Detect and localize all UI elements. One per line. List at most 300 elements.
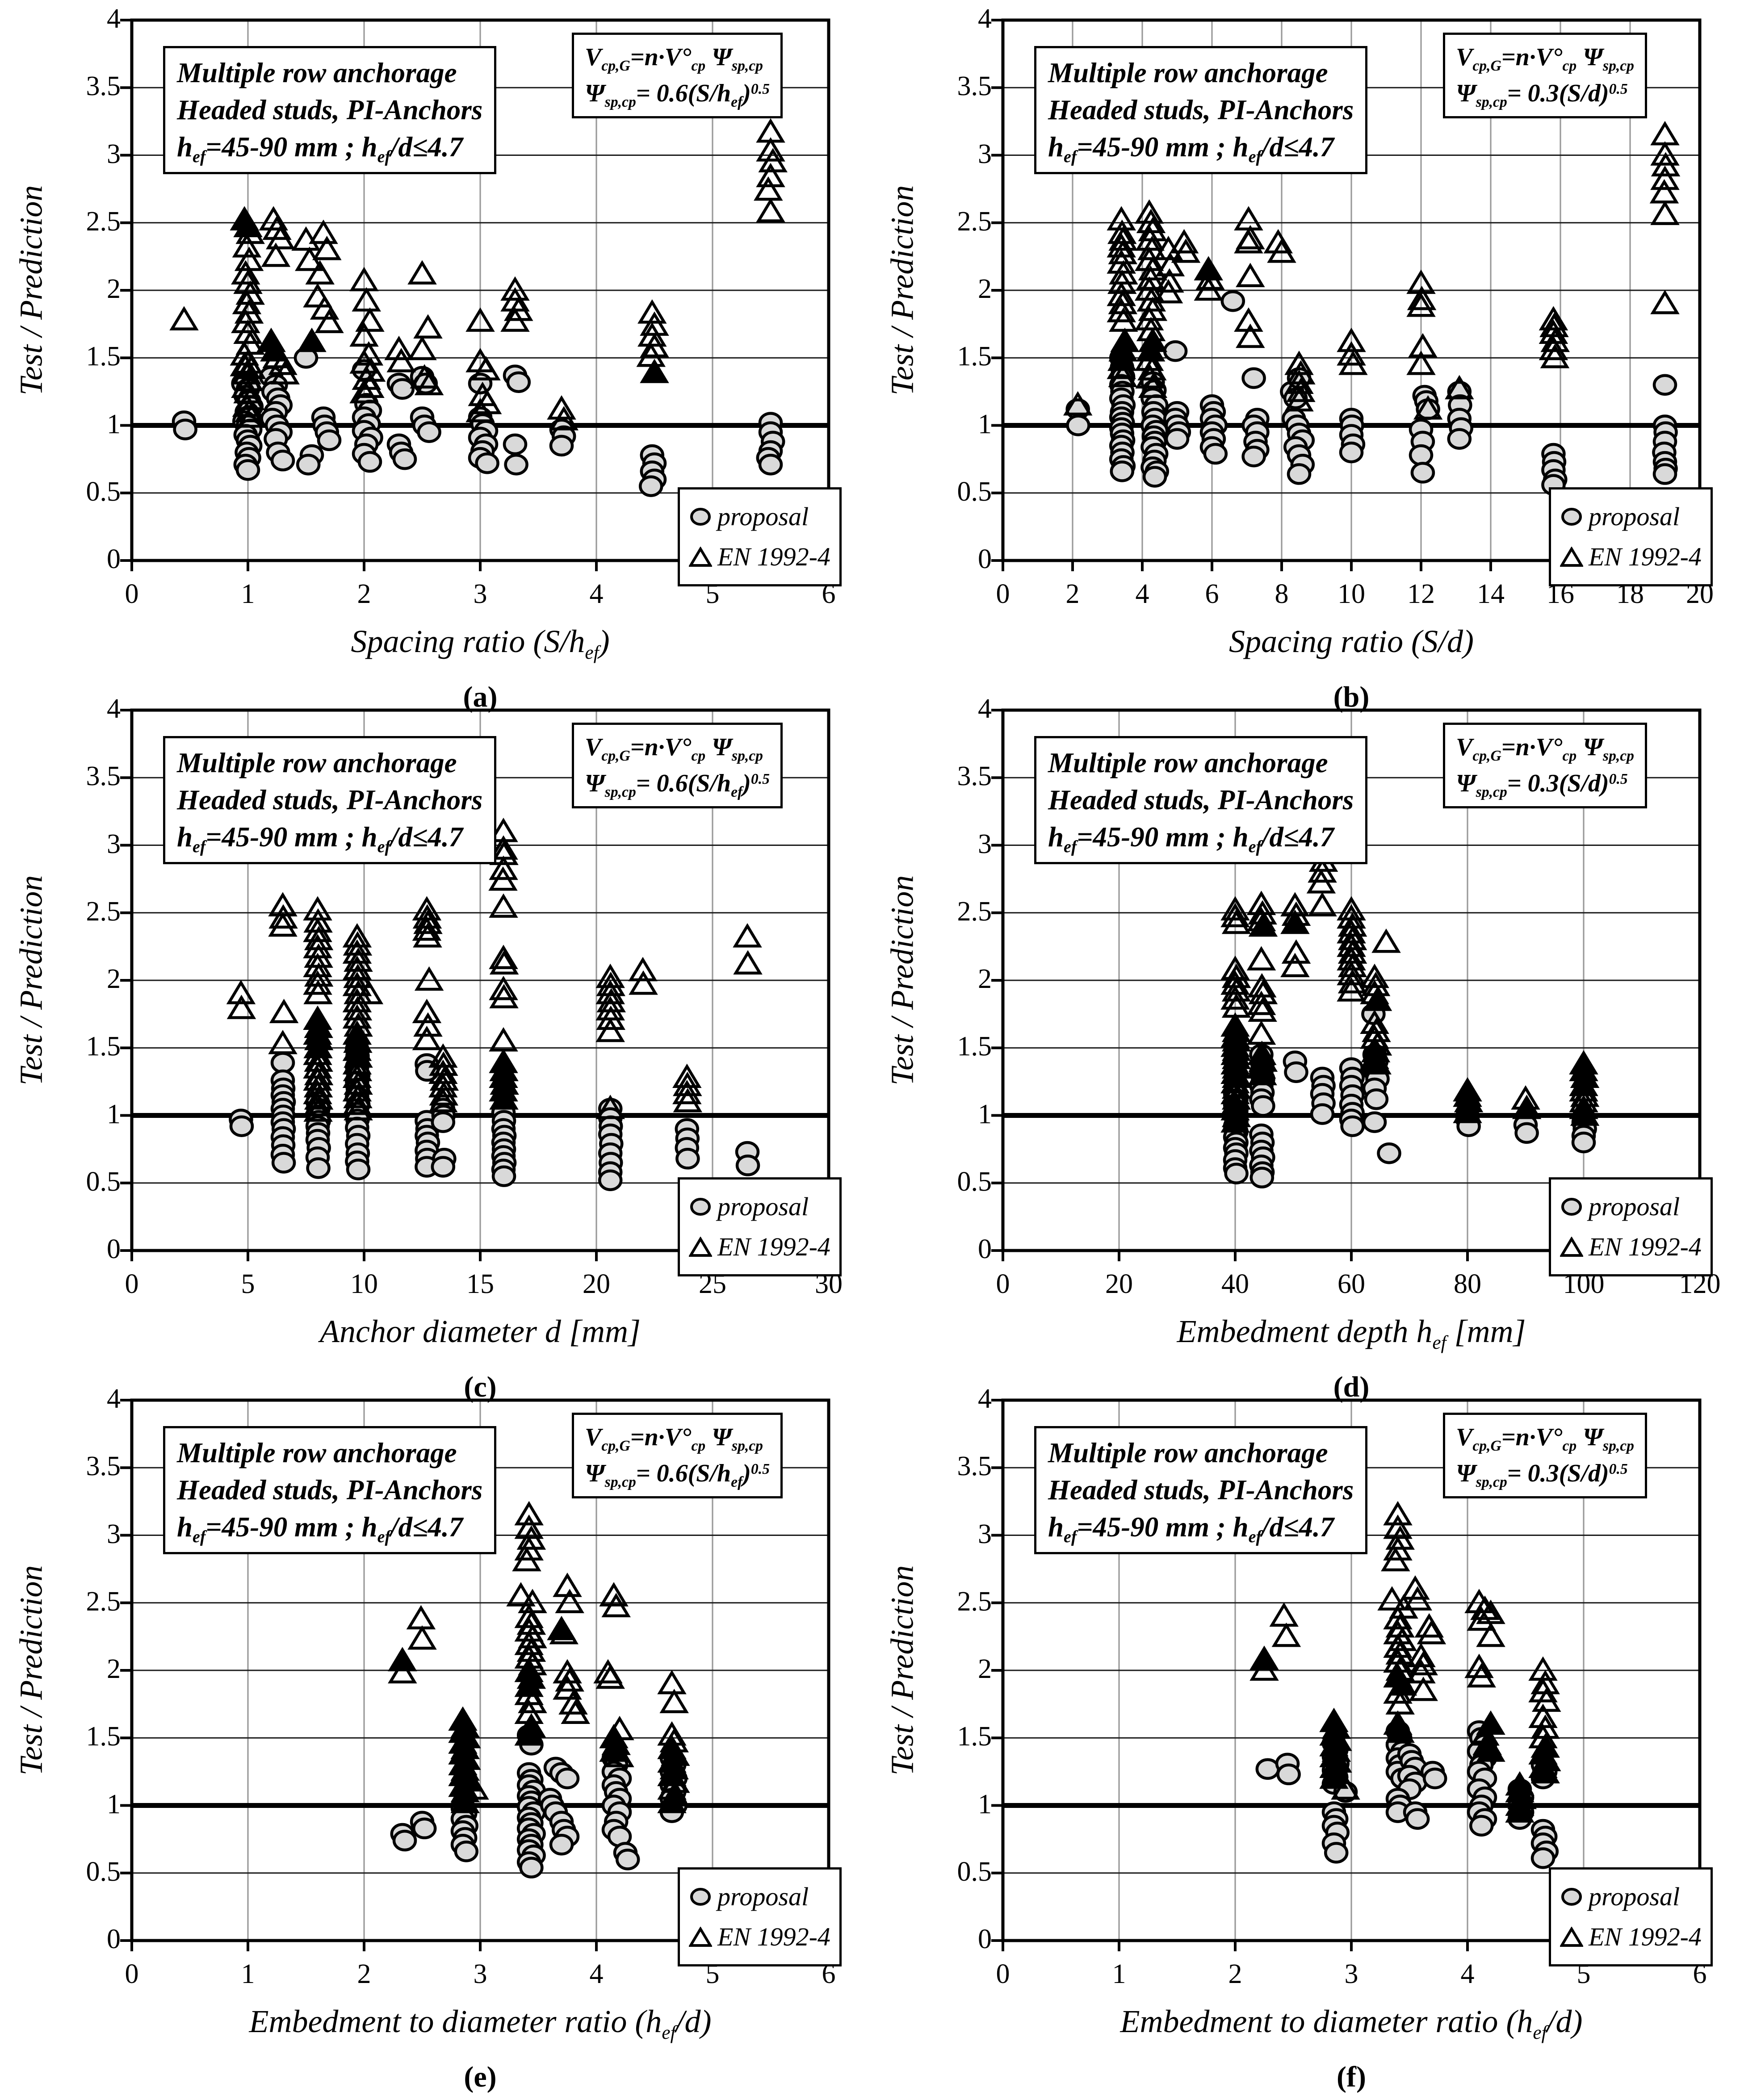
annotation-line: Multiple row anchorage: [1048, 747, 1328, 778]
x-tick-label: 6: [1693, 1959, 1707, 1989]
data-point-proposal: [308, 1159, 329, 1177]
x-tick-label: 1: [1112, 1959, 1126, 1989]
x-tick-label: 0: [125, 1269, 139, 1299]
data-point-en1992-4: [1411, 336, 1435, 356]
data-point-proposal: [1288, 464, 1310, 483]
y-tick-label: 0: [107, 1234, 121, 1264]
panel-caption: (f): [1337, 2061, 1366, 2093]
legend-label: proposal: [1589, 1882, 1680, 1911]
legend-item-en1992-4: [1560, 537, 1702, 577]
proposal-marker-icon: [1560, 506, 1583, 527]
annotation-line: Headed studs, PI-Anchors: [177, 784, 483, 816]
y-tick-label: 0.5: [957, 476, 992, 507]
data-point-proposal: [348, 1160, 369, 1179]
formula-line-2: $\Psi_{sp,cp}= 0.3(S/d)^{0.5}$: [1456, 1460, 1628, 1490]
data-point-proposal: [1410, 446, 1432, 464]
data-point-en1992-4: [229, 998, 253, 1018]
data-point-proposal: [1312, 1104, 1333, 1123]
data-point-proposal: [1222, 292, 1244, 310]
x-tick-label: 5: [241, 1269, 255, 1299]
data-point-en1992-4: [736, 953, 760, 973]
legend-label: EN 1992-4: [1589, 1232, 1702, 1261]
formula-line-1: $V_{cp,G}=n\cdot V^\circ_{cp}$ $\Psi_{sp,cp}$: [585, 43, 763, 74]
x-tick-label: 25: [699, 1269, 726, 1299]
data-point-en1992-4: [1380, 1589, 1404, 1609]
annotation-line: $h_{ef}=45-90$ mm ; $h_{ef}/d\le 4.7$: [177, 131, 463, 167]
data-point-proposal: [1325, 1843, 1347, 1862]
data-point-proposal: [1532, 1849, 1554, 1867]
x-tick-label: 40: [1221, 1269, 1249, 1299]
data-point-proposal: [175, 420, 196, 439]
x-tick-label: 4: [589, 1959, 604, 1989]
x-tick-label: 6: [1205, 579, 1219, 609]
y-tick-label: 3: [978, 138, 992, 169]
legend-box: [678, 487, 842, 586]
data-point-proposal: [1407, 1810, 1428, 1828]
data-point-proposal: [1342, 1117, 1363, 1136]
y-axis-title: Test / Prediction: [884, 1565, 920, 1776]
annotation-box: [1034, 46, 1367, 174]
x-tick-label: 6: [822, 579, 836, 609]
x-tick-label: 6: [822, 1959, 836, 1989]
x-axis-title: Spacing ratio $(S/h_{ef})$: [351, 623, 610, 664]
data-point-proposal: [414, 1819, 435, 1838]
legend-box: [678, 1867, 842, 1966]
data-point-en1992-4: [417, 969, 441, 989]
x-tick-label: 2: [357, 1959, 371, 1989]
y-tick-label: 3.5: [957, 761, 992, 792]
data-point-en1992-4: [1653, 293, 1677, 313]
x-tick-label: 18: [1616, 579, 1644, 609]
data-point-proposal: [737, 1156, 759, 1175]
data-point-proposal: [1205, 444, 1226, 463]
annotation-box: [1034, 1426, 1367, 1554]
data-point-en1992-4: [354, 290, 378, 310]
data-point-proposal: [272, 1054, 293, 1072]
y-axis-title: Test / Prediction: [13, 185, 49, 396]
data-point-proposal: [1379, 1144, 1400, 1163]
x-tick-label: 60: [1337, 1269, 1365, 1299]
y-tick-label: 3.5: [86, 1451, 121, 1482]
y-tick-label: 4: [978, 694, 992, 724]
data-point-en1992-4: [409, 1608, 433, 1628]
annotation-line: Multiple row anchorage: [177, 747, 457, 778]
data-point-en1992-4: [662, 1692, 686, 1712]
legend-box: [678, 1177, 842, 1276]
y-tick-label: 1.5: [86, 341, 121, 372]
annotation-box: [163, 46, 496, 174]
annotation-line: $h_{ef}=45-90$ mm ; $h_{ef}/d\le 4.7$: [1048, 131, 1334, 167]
data-point-proposal: [298, 455, 319, 474]
formula-line-2: $\Psi_{sp,cp}= 0.6(S/h_{ef})^{0.5}$: [585, 1460, 770, 1490]
data-point-proposal: [273, 1153, 294, 1172]
formula-line-1: $V_{cp,G}=n\cdot V^\circ_{cp}$ $\Psi_{sp,cp}$: [585, 733, 763, 764]
data-point-en1992-4: [271, 895, 295, 915]
data-point-proposal: [1111, 462, 1133, 481]
legend-box: [1549, 1177, 1713, 1276]
data-point-en1992-4: [517, 1504, 541, 1524]
data-point-proposal: [237, 460, 259, 479]
data-point-en1992-4: [410, 1628, 434, 1648]
x-axis-title: Embedment to diameter ratio $(h_{ef}/d)$: [1120, 2004, 1583, 2044]
data-point-proposal: [551, 1835, 572, 1854]
x-tick-label: 4: [1135, 579, 1149, 609]
legend-box: [1549, 487, 1713, 586]
x-tick-label: 30: [815, 1269, 843, 1299]
y-tick-label: 4: [978, 1384, 992, 1414]
x-tick-label: 5: [705, 579, 720, 609]
y-tick-label: 0: [978, 1234, 992, 1264]
data-point-en1992-4: [1653, 204, 1677, 224]
annotation-box: [163, 1426, 496, 1554]
data-point-proposal: [1257, 1760, 1279, 1778]
data-point-proposal: [508, 373, 529, 392]
data-point-proposal: [1243, 447, 1265, 466]
data-point-proposal: [1516, 1124, 1538, 1142]
y-tick-label: 2.5: [86, 206, 121, 237]
x-tick-label: 4: [589, 579, 604, 609]
data-point-en1992-4: [1238, 266, 1262, 286]
panel-caption: (b): [1333, 681, 1370, 713]
data-point-en1992-4: [272, 1002, 296, 1022]
data-point-proposal: [1573, 1133, 1594, 1152]
data-point-en1992-4: [317, 312, 341, 332]
data-point-proposal: [432, 1113, 454, 1132]
y-tick-label: 1: [107, 1099, 121, 1129]
panel-caption: (a): [463, 681, 498, 713]
y-tick-label: 2.5: [957, 206, 992, 237]
data-point-proposal: [1226, 1164, 1247, 1183]
y-tick-label: 2: [978, 964, 992, 994]
x-tick-label: 14: [1477, 579, 1505, 609]
legend-label: EN 1992-4: [717, 1922, 830, 1951]
annotation-line: $h_{ef}=45-90$ mm ; $h_{ef}/d\le 4.7$: [177, 821, 463, 857]
data-point-proposal: [272, 451, 293, 470]
y-tick-label: 4: [107, 1384, 121, 1414]
annotation-line: Multiple row anchorage: [177, 1437, 457, 1468]
legend-label: proposal: [717, 1882, 809, 1911]
y-tick-label: 0: [107, 544, 121, 574]
annotation-box: [1034, 736, 1367, 864]
x-tick-label: 20: [1686, 579, 1714, 609]
y-tick-label: 1.5: [86, 1721, 121, 1752]
legend-item-en1992-4: [689, 537, 830, 577]
formula-line-2: $\Psi_{sp,cp}= 0.3(S/d)^{0.5}$: [1456, 79, 1628, 110]
data-point-proposal: [640, 477, 662, 496]
x-tick-label: 4: [1460, 1959, 1475, 1989]
data-point-proposal: [1067, 416, 1089, 435]
legend-item-en1992-4: [1560, 1917, 1702, 1957]
y-tick-label: 0.5: [86, 1856, 121, 1887]
data-point-proposal: [1654, 464, 1676, 483]
data-point-en1992-4: [491, 1030, 516, 1050]
en1992-4-marker-icon: [689, 1927, 712, 1947]
y-tick-label: 0.5: [86, 1166, 121, 1197]
annotation-box: [163, 736, 496, 864]
data-point-en1992-4: [172, 309, 196, 329]
x-tick-label: 8: [1275, 579, 1289, 609]
x-tick-label: 1: [241, 1959, 255, 1989]
x-tick-label: 0: [125, 1959, 139, 1989]
data-point-en1992-4: [1274, 1625, 1298, 1645]
y-tick-label: 4: [107, 694, 121, 724]
legend-item-en1992-4: [689, 1917, 830, 1957]
data-point-proposal: [1366, 1090, 1387, 1109]
y-tick-label: 1: [978, 1099, 992, 1129]
proposal-marker-icon: [1560, 1196, 1583, 1217]
x-tick-label: 5: [1576, 1959, 1591, 1989]
panel-caption: (e): [464, 2061, 497, 2093]
data-point-proposal: [432, 1157, 454, 1176]
y-tick-label: 3: [107, 138, 121, 169]
x-tick-label: 20: [583, 1269, 610, 1299]
data-point-proposal: [359, 452, 381, 471]
annotation-line: Multiple row anchorage: [1048, 1437, 1328, 1468]
data-point-proposal: [1412, 463, 1434, 482]
proposal-marker-icon: [689, 506, 712, 527]
x-tick-label: 2: [357, 579, 371, 609]
data-point-proposal: [1251, 1168, 1273, 1187]
x-tick-label: 0: [996, 1959, 1010, 1989]
data-point-proposal: [477, 454, 498, 473]
y-tick-label: 0.5: [86, 476, 121, 507]
y-tick-label: 2.5: [86, 1586, 121, 1617]
x-tick-label: 3: [473, 579, 487, 609]
data-point-en1992-4: [410, 339, 434, 359]
x-axis-title: Anchor diameter d [mm]: [320, 1314, 641, 1349]
data-point-en1992-4: [660, 1673, 684, 1693]
y-tick-label: 3.5: [957, 71, 992, 102]
y-axis-title: Test / Prediction: [13, 1565, 49, 1776]
y-tick-label: 3: [107, 1519, 121, 1549]
data-point-en1992-4: [1272, 1605, 1296, 1625]
formula-line-1: $V_{cp,G}=n\cdot V^\circ_{cp}$ $\Psi_{sp,cp}$: [1456, 1423, 1634, 1454]
data-point-proposal: [1654, 376, 1676, 394]
data-point-proposal: [1424, 1769, 1446, 1788]
x-tick-label: 2: [1065, 579, 1080, 609]
formula-box: [1443, 723, 1647, 808]
formula-box: [1443, 1413, 1647, 1498]
data-point-proposal: [506, 455, 527, 474]
data-point-proposal: [1252, 1096, 1274, 1115]
legend-item-proposal: [1560, 1187, 1702, 1227]
x-tick-label: 100: [1563, 1269, 1605, 1299]
y-axis-title: Test / Prediction: [884, 185, 920, 396]
annotation-line: $h_{ef}=45-90$ mm ; $h_{ef}/d\le 4.7$: [1048, 821, 1334, 857]
data-point-proposal: [392, 380, 413, 398]
data-point-en1992-4: [735, 926, 759, 946]
legend-label: EN 1992-4: [1589, 542, 1702, 571]
data-point-proposal: [319, 431, 340, 450]
legend-item-en1992-4: [689, 1227, 830, 1267]
x-tick-label: 0: [996, 1269, 1010, 1299]
y-tick-label: 1: [107, 1789, 121, 1820]
y-tick-label: 3.5: [86, 71, 121, 102]
data-point-proposal: [504, 435, 526, 454]
formula-box: [572, 33, 783, 118]
y-tick-label: 3.5: [957, 1451, 992, 1482]
legend-label: proposal: [1589, 502, 1680, 531]
formula-box: [572, 723, 783, 808]
panel-caption: (d): [1333, 1371, 1370, 1403]
data-point-en1992-4: [759, 201, 783, 221]
y-tick-label: 1: [107, 409, 121, 439]
annotation-line: Headed studs, PI-Anchors: [1048, 784, 1354, 816]
y-tick-label: 0.5: [957, 1166, 992, 1197]
x-tick-label: 1: [241, 579, 255, 609]
y-tick-label: 1.5: [86, 1031, 121, 1062]
scatter-panel-f: [871, 1380, 1740, 2093]
x-tick-label: 5: [705, 1959, 720, 1989]
data-point-proposal: [1286, 1063, 1307, 1082]
data-point-en1992-4: [416, 317, 440, 337]
x-tick-label: 80: [1454, 1269, 1481, 1299]
x-tick-label: 10: [1337, 579, 1365, 609]
x-tick-label: 0: [996, 579, 1010, 609]
scatter-panel-b: [871, 0, 1740, 713]
data-point-en1992-4: [1249, 949, 1274, 969]
data-point-proposal: [1243, 369, 1265, 388]
data-point-proposal: [600, 1171, 621, 1190]
y-tick-label: 4: [978, 4, 992, 34]
legend-label: proposal: [717, 502, 809, 531]
data-point-proposal: [419, 423, 440, 442]
formula-line-2: $\Psi_{sp,cp}= 0.6(S/h_{ef})^{0.5}$: [585, 770, 770, 800]
y-tick-label: 2: [107, 274, 121, 304]
x-tick-label: 12: [1407, 579, 1435, 609]
en1992-4-marker-icon: [1560, 1927, 1583, 1947]
data-point-en1992-4: [271, 1033, 295, 1053]
data-point-proposal: [1165, 342, 1186, 360]
y-tick-label: 3: [978, 1519, 992, 1549]
data-point-en1992-4: [1237, 209, 1261, 229]
formula-line-2: $\Psi_{sp,cp}= 0.6(S/h_{ef})^{0.5}$: [585, 79, 770, 110]
data-point-proposal: [394, 1831, 415, 1850]
legend-item-proposal: [689, 1877, 830, 1917]
x-tick-label: 20: [1105, 1269, 1133, 1299]
y-tick-label: 0: [978, 1924, 992, 1954]
x-tick-label: 2: [1228, 1959, 1242, 1989]
annotation-line: Headed studs, PI-Anchors: [177, 94, 483, 126]
x-tick-label: 3: [473, 1959, 487, 1989]
data-point-en1992-4: [410, 263, 434, 283]
en1992-4-marker-icon: [689, 1237, 712, 1257]
annotation-line: Multiple row anchorage: [177, 57, 457, 88]
legend-label: EN 1992-4: [717, 542, 830, 571]
formula-line-1: $V_{cp,G}=n\cdot V^\circ_{cp}$ $\Psi_{sp,cp}$: [1456, 733, 1634, 764]
legend-label: EN 1992-4: [1589, 1922, 1702, 1951]
data-point-en1992-4: [311, 222, 335, 243]
data-point-proposal: [677, 1149, 698, 1168]
data-point-en1992-4: [1653, 124, 1677, 144]
proposal-marker-icon: [1560, 1887, 1583, 1907]
data-point-proposal: [1144, 467, 1166, 486]
y-tick-label: 2: [107, 1654, 121, 1684]
y-tick-label: 2.5: [86, 896, 121, 927]
y-axis-title: Test / Prediction: [13, 875, 49, 1086]
formula-line-2: $\Psi_{sp,cp}= 0.3(S/d)^{0.5}$: [1456, 770, 1628, 800]
y-tick-label: 1.5: [957, 1721, 992, 1752]
legend-box: [1549, 1867, 1713, 1966]
data-point-proposal: [520, 1858, 542, 1877]
formula-line-1: $V_{cp,G}=n\cdot V^\circ_{cp}$ $\Psi_{sp,cp}$: [585, 1423, 763, 1454]
legend-item-en1992-4: [1560, 1227, 1702, 1267]
proposal-marker-icon: [689, 1196, 712, 1217]
data-point-en1992-4: [555, 1575, 579, 1595]
x-tick-label: 10: [350, 1269, 378, 1299]
y-tick-label: 3.5: [86, 761, 121, 792]
y-tick-label: 2: [978, 1654, 992, 1684]
legend-label: proposal: [1589, 1192, 1680, 1221]
data-point-en1992-4: [1249, 1023, 1274, 1043]
data-point-proposal: [760, 455, 781, 474]
y-tick-label: 0.5: [957, 1856, 992, 1887]
annotation-line: Multiple row anchorage: [1048, 57, 1328, 88]
x-tick-label: 0: [125, 579, 139, 609]
annotation-line: Headed studs, PI-Anchors: [1048, 1474, 1354, 1506]
y-axis-title: Test / Prediction: [884, 875, 920, 1086]
legend-item-proposal: [689, 1187, 830, 1227]
data-point-proposal: [493, 1167, 515, 1186]
scatter-panel-e: [0, 1380, 870, 2093]
y-tick-label: 3: [978, 828, 992, 859]
proposal-marker-icon: [689, 1887, 712, 1907]
y-tick-label: 1.5: [957, 1031, 992, 1062]
annotation-line: Headed studs, PI-Anchors: [177, 1474, 483, 1506]
legend-item-proposal: [1560, 497, 1702, 537]
y-tick-label: 2: [978, 274, 992, 304]
data-point-proposal: [551, 436, 572, 455]
data-point-en1992-4: [1386, 1504, 1410, 1524]
x-tick-label: 16: [1547, 579, 1574, 609]
legend-label: proposal: [717, 1192, 809, 1221]
data-point-proposal: [456, 1842, 477, 1861]
en1992-4-marker-icon: [689, 547, 712, 567]
data-point-proposal: [1449, 430, 1470, 448]
y-tick-label: 2.5: [957, 1586, 992, 1617]
data-point-proposal: [1364, 1113, 1385, 1132]
data-point-proposal: [1471, 1816, 1492, 1835]
y-tick-label: 1: [978, 409, 992, 439]
x-tick-label: 120: [1679, 1269, 1721, 1299]
data-point-proposal: [557, 1769, 578, 1788]
x-tick-label: 15: [466, 1269, 494, 1299]
legend-item-proposal: [689, 497, 830, 537]
data-point-proposal: [394, 450, 415, 469]
y-tick-label: 4: [107, 4, 121, 34]
data-point-en1992-4: [1374, 931, 1398, 951]
y-tick-label: 2: [107, 964, 121, 994]
en1992-4-marker-icon: [1560, 547, 1583, 567]
scatter-panel-a: [0, 0, 870, 713]
x-axis-title: Embedment to diameter ratio $(h_{ef}/d)$: [249, 2004, 712, 2044]
scatter-panel-c: [0, 690, 870, 1403]
data-point-proposal: [617, 1850, 638, 1869]
x-axis-title: Embedment depth $h_{ef}$ [mm]: [1177, 1314, 1526, 1354]
annotation-line: $h_{ef}=45-90$ mm ; $h_{ef}/d\le 4.7$: [177, 1511, 463, 1547]
formula-line-1: $V_{cp,G}=n\cdot V^\circ_{cp}$ $\Psi_{sp,cp}$: [1456, 43, 1634, 74]
annotation-line: $h_{ef}=45-90$ mm ; $h_{ef}/d\le 4.7$: [1048, 1511, 1334, 1547]
y-tick-label: 1: [978, 1789, 992, 1820]
data-point-proposal: [1341, 443, 1362, 462]
formula-box: [1443, 33, 1647, 118]
annotation-line: Headed studs, PI-Anchors: [1048, 94, 1354, 126]
data-point-en1992-4: [300, 330, 324, 351]
y-tick-label: 1.5: [957, 341, 992, 372]
legend-item-proposal: [1560, 1877, 1702, 1917]
data-point-en1992-4: [1310, 895, 1334, 915]
y-tick-label: 3: [107, 828, 121, 859]
